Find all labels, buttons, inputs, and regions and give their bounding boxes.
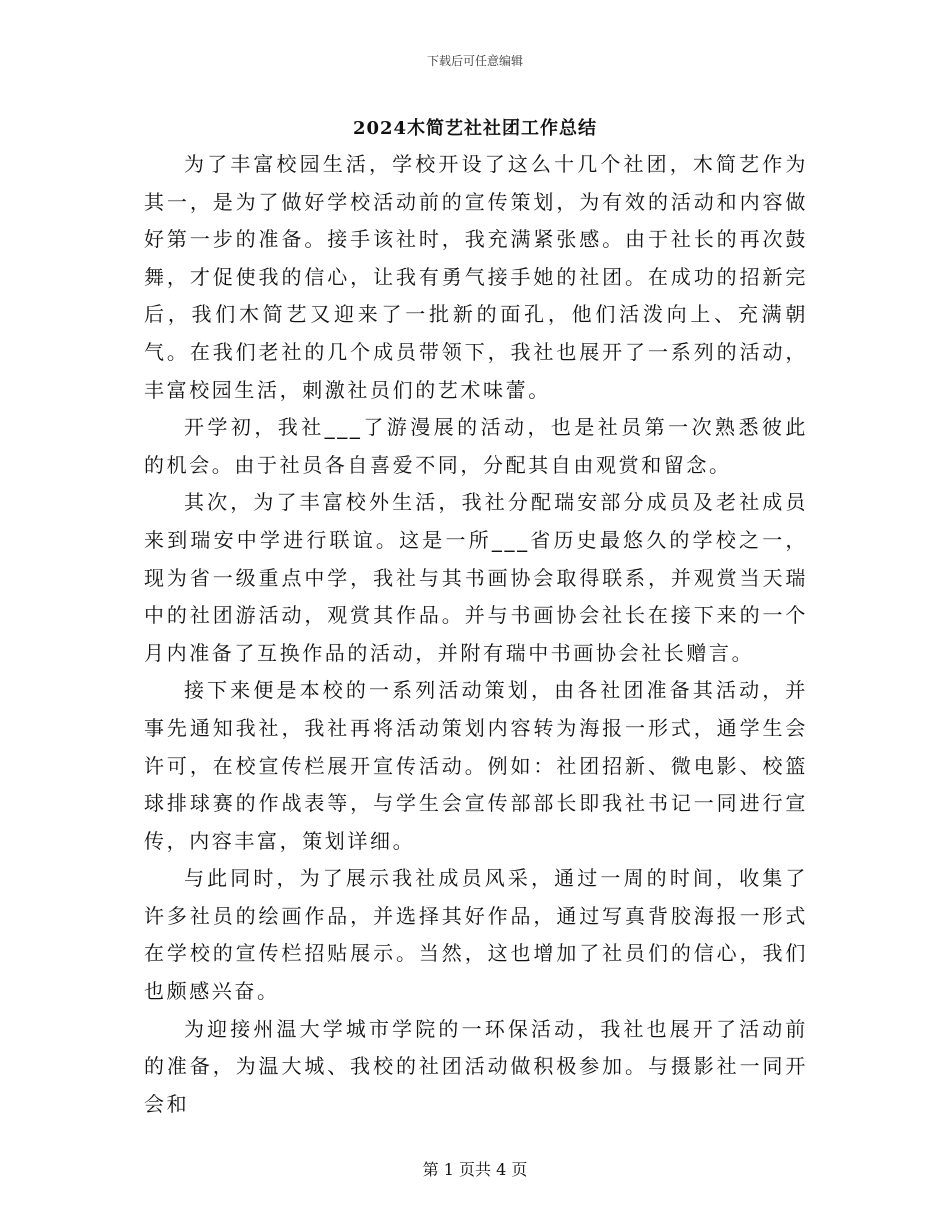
paragraph-6: 为迎接州温大学城市学院的一环保活动，我社也展开了活动前的准备，为温大城、我校的社团活动做积极参加。与摄影社一同开会和 bbox=[144, 1016, 808, 1116]
paragraph-2: 开学初，我社___了游漫展的活动，也是社员第一次熟悉彼此的机会。由于社员各自喜爱不同，分配其自由观赏和留念。 bbox=[144, 415, 808, 477]
document-body bbox=[144, 146, 808, 1123]
paragraph-4: 接下来便是本校的一系列活动策划，由各社团准备其活动，并事先通知我社，我社再将活动策划内容转为海报一形式，通学生会许可，在校宣传栏展开宣传活动。例如：社团招新、微电影、校篮球排球赛的作战表等，与学生会宣传部部长即我社书记一同进行宣传，内容丰富，策划详细。 bbox=[144, 678, 808, 853]
paragraph-3: 其次，为了丰富校外生活，我社分配瑞安部分成员及老社成员来到瑞安中学进行联谊。这是一所___省历史最悠久的学校之一，现为省一级重点中学，我社与其书画协会取得联系，并观赏当天瑞中的社团游活动，观赏其作品。并与书画协会社长在接下来的一个月内准备了互换作品的活动，并附有瑞中书画协会社长赠言。 bbox=[144, 490, 808, 665]
paragraph-5: 与此同时，为了展示我社成员风采，通过一周的时间，收集了许多社员的绘画作品，并选择其好作品，通过写真背胶海报一形式在学校的宣传栏招贴展示。当然，这也增加了社员们的信心，我们也颇感兴奋。 bbox=[144, 866, 808, 1004]
page-footer: 第 1 页共 4 页 bbox=[422, 1160, 528, 1179]
document-title: 2024木简艺社社团工作总结 bbox=[352, 118, 598, 139]
paragraph-1: 为了丰富校园生活，学校开设了这么十几个社团，木简艺作为其一，是为了做好学校活动前的宣传策划，为有效的活动和内容做好第一步的准备。接手该社时，我充满紧张感。由于社长的再次鼓舞，才促使我的信心，让我有勇气接手她的社团。在成功的招新完后，我们木简艺又迎来了一批新的面孔，他们活泼向上、充满朝气。在我们老社的几个成员带领下，我社也展开了一系列的活动，丰富校园生活，刺激社员们的艺术味蕾。 bbox=[144, 152, 808, 402]
header-note: 下载后可任意编辑 bbox=[426, 54, 523, 68]
